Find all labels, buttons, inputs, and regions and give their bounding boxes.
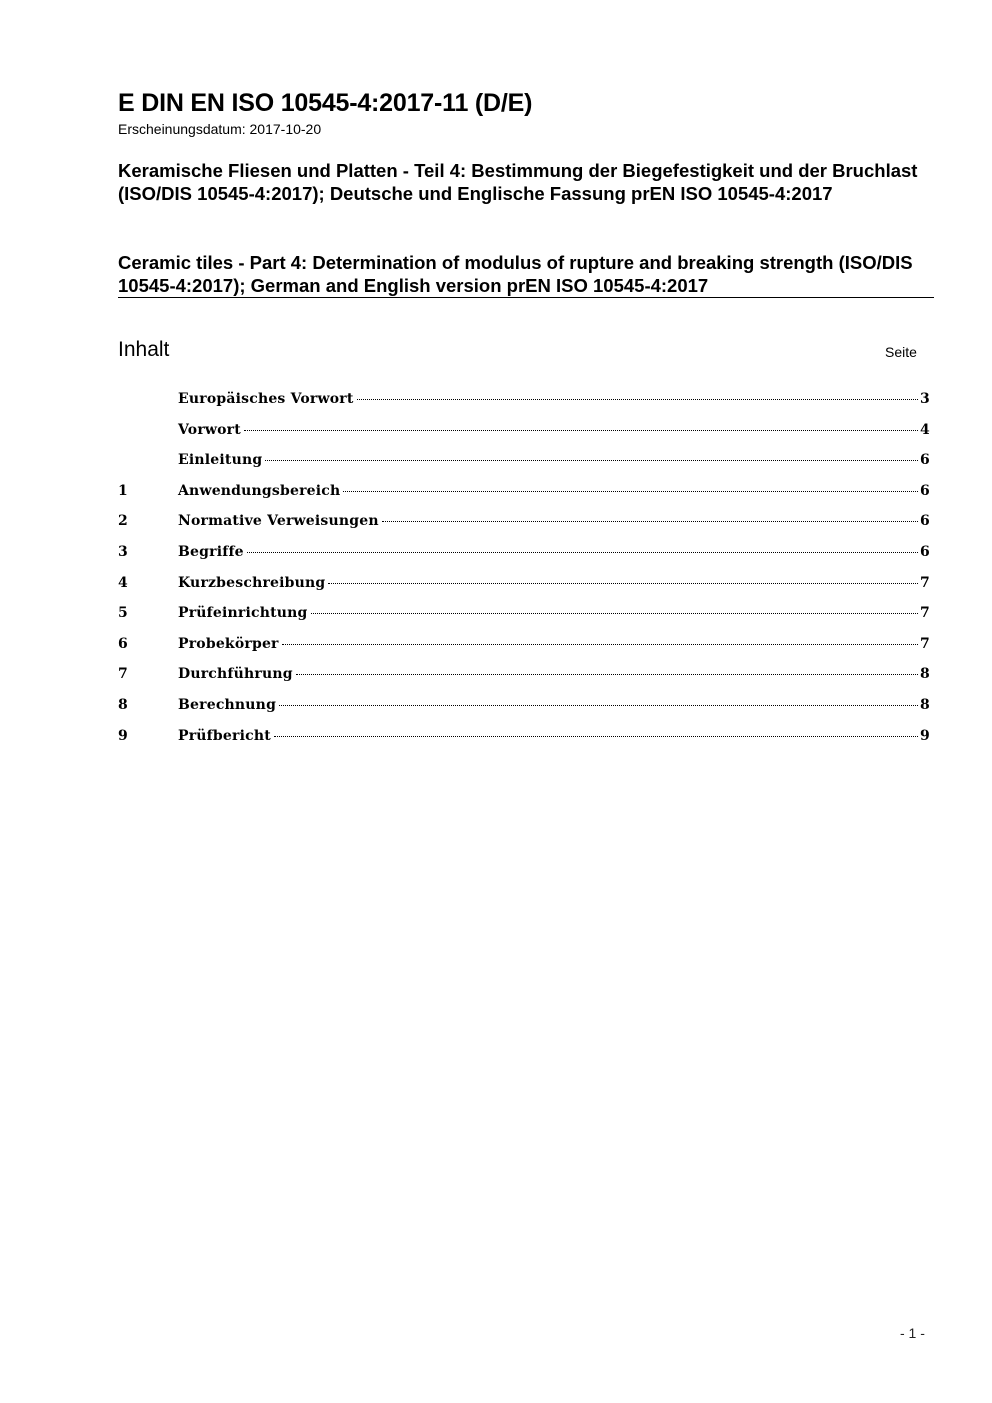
toc-leader-dots xyxy=(247,552,918,553)
toc-entry[interactable] xyxy=(118,636,930,667)
toc-entry-page: 7 xyxy=(920,635,930,652)
title-english: Ceramic tiles - Part 4: Determination of modulus of rupture and breaking strength (ISO/DIS 10545-4:2017); German and English version prEN ISO 10545-4:2017 xyxy=(118,252,913,296)
toc-entry[interactable] xyxy=(118,391,930,422)
toc-leader-dots xyxy=(279,705,918,706)
toc-entry-number: 8 xyxy=(118,696,128,713)
table-of-contents xyxy=(118,391,930,758)
toc-entry-number: 2 xyxy=(118,513,128,530)
toc-entry-number: 9 xyxy=(118,727,128,744)
toc-entry-number: 6 xyxy=(118,635,128,652)
toc-entry-title: Prüfeinrichtung xyxy=(178,605,308,622)
toc-entry-page: 7 xyxy=(920,605,930,622)
toc-leader-dots xyxy=(274,736,918,737)
toc-entry[interactable] xyxy=(118,513,930,544)
toc-entry-title: Europäisches Vorwort xyxy=(178,391,354,407)
toc-entry[interactable] xyxy=(118,544,930,575)
title-german: Keramische Fliesen und Platten - Teil 4: Bestimmung der Biegefestigkeit und der Bruchlast (ISO/DIS 10545-4:2017); Deutsche und Englische Fassung prEN ISO 10545-4:2017 xyxy=(118,160,918,204)
toc-entry-title: Normative Verweisungen xyxy=(178,513,379,530)
toc-entry-number: 1 xyxy=(118,482,128,499)
toc-entry[interactable] xyxy=(118,666,930,697)
toc-entry[interactable] xyxy=(118,728,930,759)
toc-entry-title: Prüfbericht xyxy=(178,727,271,744)
toc-entry-page: 7 xyxy=(920,574,930,591)
toc-entry-page: 6 xyxy=(920,543,930,560)
publication-date: Erscheinungsdatum: 2017-10-20 xyxy=(118,121,322,137)
toc-entry-page: 6 xyxy=(920,513,930,530)
toc-entry[interactable] xyxy=(118,452,930,483)
toc-entry-title: Berechnung xyxy=(178,696,277,713)
toc-entry-page: 8 xyxy=(920,696,930,713)
toc-heading: Inhalt xyxy=(118,338,170,361)
toc-entry[interactable] xyxy=(118,575,930,606)
toc-entry-page: 3 xyxy=(920,391,930,407)
toc-entry-page: 8 xyxy=(920,666,930,683)
toc-entry[interactable] xyxy=(118,605,930,636)
toc-entry-page: 4 xyxy=(920,421,930,438)
toc-leader-dots xyxy=(296,674,918,675)
toc-leader-dots xyxy=(382,521,918,522)
title-divider xyxy=(118,297,934,298)
toc-leader-dots xyxy=(328,583,918,584)
document-id: E DIN EN ISO 10545-4:2017-11 (D/E) xyxy=(118,89,533,117)
toc-leader-dots xyxy=(265,460,918,461)
toc-leader-dots xyxy=(282,644,918,645)
toc-entry[interactable] xyxy=(118,697,930,728)
toc-entry-title: Kurzbeschreibung xyxy=(178,574,326,591)
toc-entry-title: Einleitung xyxy=(178,452,263,469)
toc-leader-dots xyxy=(357,399,919,400)
page-number: - 1 - xyxy=(900,1325,925,1341)
toc-entry[interactable] xyxy=(118,422,930,453)
toc-entry-number: 7 xyxy=(118,666,128,683)
toc-entry[interactable] xyxy=(118,483,930,514)
toc-entry-number: 5 xyxy=(118,605,128,622)
toc-entry-page: 9 xyxy=(920,727,930,744)
toc-entry-title: Durchführung xyxy=(178,666,293,683)
toc-page-label: Seite xyxy=(885,344,917,360)
toc-entry-title: Anwendungsbereich xyxy=(178,482,341,499)
toc-leader-dots xyxy=(244,430,918,431)
toc-entry-title: Vorwort xyxy=(178,421,241,438)
toc-entry-number: 3 xyxy=(118,543,128,560)
toc-entry-page: 6 xyxy=(920,452,930,469)
toc-entry-title: Begriffe xyxy=(178,543,244,560)
toc-entry-number: 4 xyxy=(118,574,128,591)
toc-entry-title: Probekörper xyxy=(178,635,279,652)
toc-leader-dots xyxy=(343,491,918,492)
toc-entry-page: 6 xyxy=(920,482,930,499)
toc-leader-dots xyxy=(311,613,919,614)
